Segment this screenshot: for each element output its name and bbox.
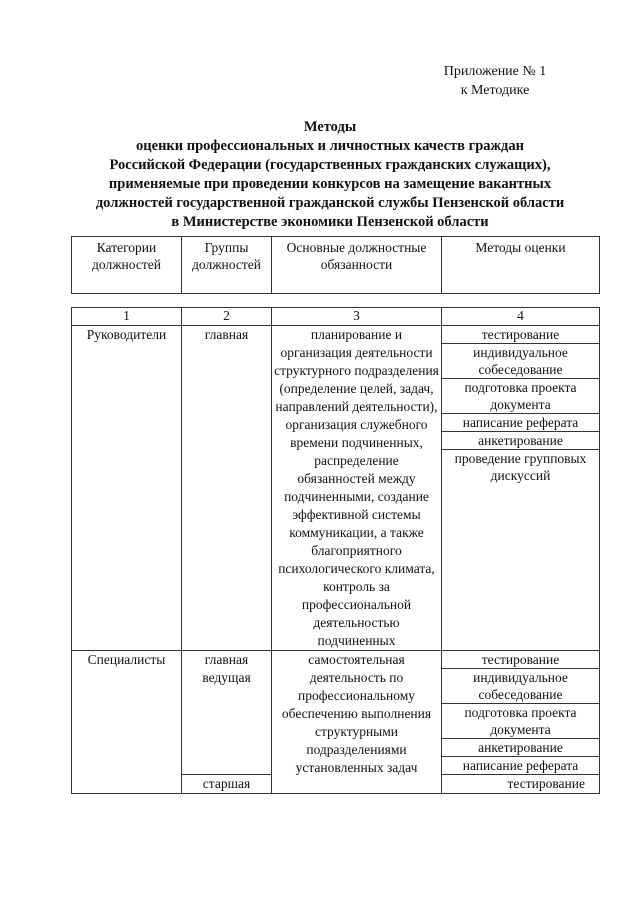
group-cell: старшая — [182, 775, 272, 794]
header-group: Группы должностей — [182, 237, 272, 294]
method-item: анкетирование — [442, 432, 599, 450]
title-line: Методы — [303, 119, 357, 135]
methods-cell — [442, 651, 600, 775]
appendix-label — [400, 62, 590, 100]
method-item: тестирование — [507, 776, 585, 791]
method-item: написание реферата — [462, 758, 579, 773]
title-line: в Министерстве экономики Пензенской области — [171, 214, 489, 230]
group-cell: главная ведущая — [182, 651, 272, 775]
title-line: применяемые при проведении конкурсов на замещение вакантных — [108, 176, 552, 192]
header-methods: Методы оценки — [442, 237, 600, 294]
column-number: 3 — [272, 308, 442, 326]
header-table — [71, 236, 600, 294]
document-title — [60, 118, 600, 232]
title-line: оценки профессиональных и личностных качеств граждан — [136, 138, 524, 154]
method-item: подготовка проекта документа — [442, 379, 599, 414]
table-row — [72, 651, 600, 775]
method-item: индивидуальное собеседование — [442, 669, 599, 704]
header-duties: Основные должностные обязанности — [272, 237, 442, 294]
method-item: проведение групповых дискуссий — [454, 451, 587, 483]
method-item: индивидуальное собеседование — [442, 344, 599, 379]
method-item: подготовка проекта документа — [442, 704, 599, 739]
title-line: Российской Федерации (государственных гражданских служащих), — [109, 157, 551, 173]
group-cell: главная — [182, 326, 272, 651]
appendix-line: Приложение № 1 — [443, 64, 547, 79]
category-cell: Специалисты — [72, 651, 182, 794]
duties-cell: самостоятельная деятельность по профессиональному обеспечению выполнения структурными подразделениями установленных задач — [272, 651, 442, 794]
appendix-line: к Методике — [460, 83, 530, 98]
method-item: написание реферата — [442, 414, 599, 432]
title-line: должностей государственной гражданской службы Пензенской области — [95, 195, 565, 211]
methods-cell — [442, 775, 600, 794]
column-number: 4 — [442, 308, 600, 326]
method-item: тестирование — [442, 651, 599, 669]
column-number: 2 — [182, 308, 272, 326]
duties-cell: планирование и организация деятельности структурного подразделения (определение целей, задач, направлений деятельности), организация служебного времени подчиненных, распределение обязанностей между подчиненными, создание эффективной системы коммуникации, а также благоприятного психологического климата, контроль за профессиональной деятельностью подчиненных — [272, 326, 442, 651]
header-category: Категории должностей — [72, 237, 182, 294]
method-item: тестирование — [442, 326, 599, 344]
category-cell: Руководители — [72, 326, 182, 651]
column-number: 1 — [72, 308, 182, 326]
header-row — [72, 237, 600, 294]
table-row — [72, 326, 600, 651]
method-item: анкетирование — [442, 739, 599, 757]
methods-cell — [442, 326, 600, 651]
methods-table — [71, 307, 600, 794]
column-number-row — [72, 308, 600, 326]
